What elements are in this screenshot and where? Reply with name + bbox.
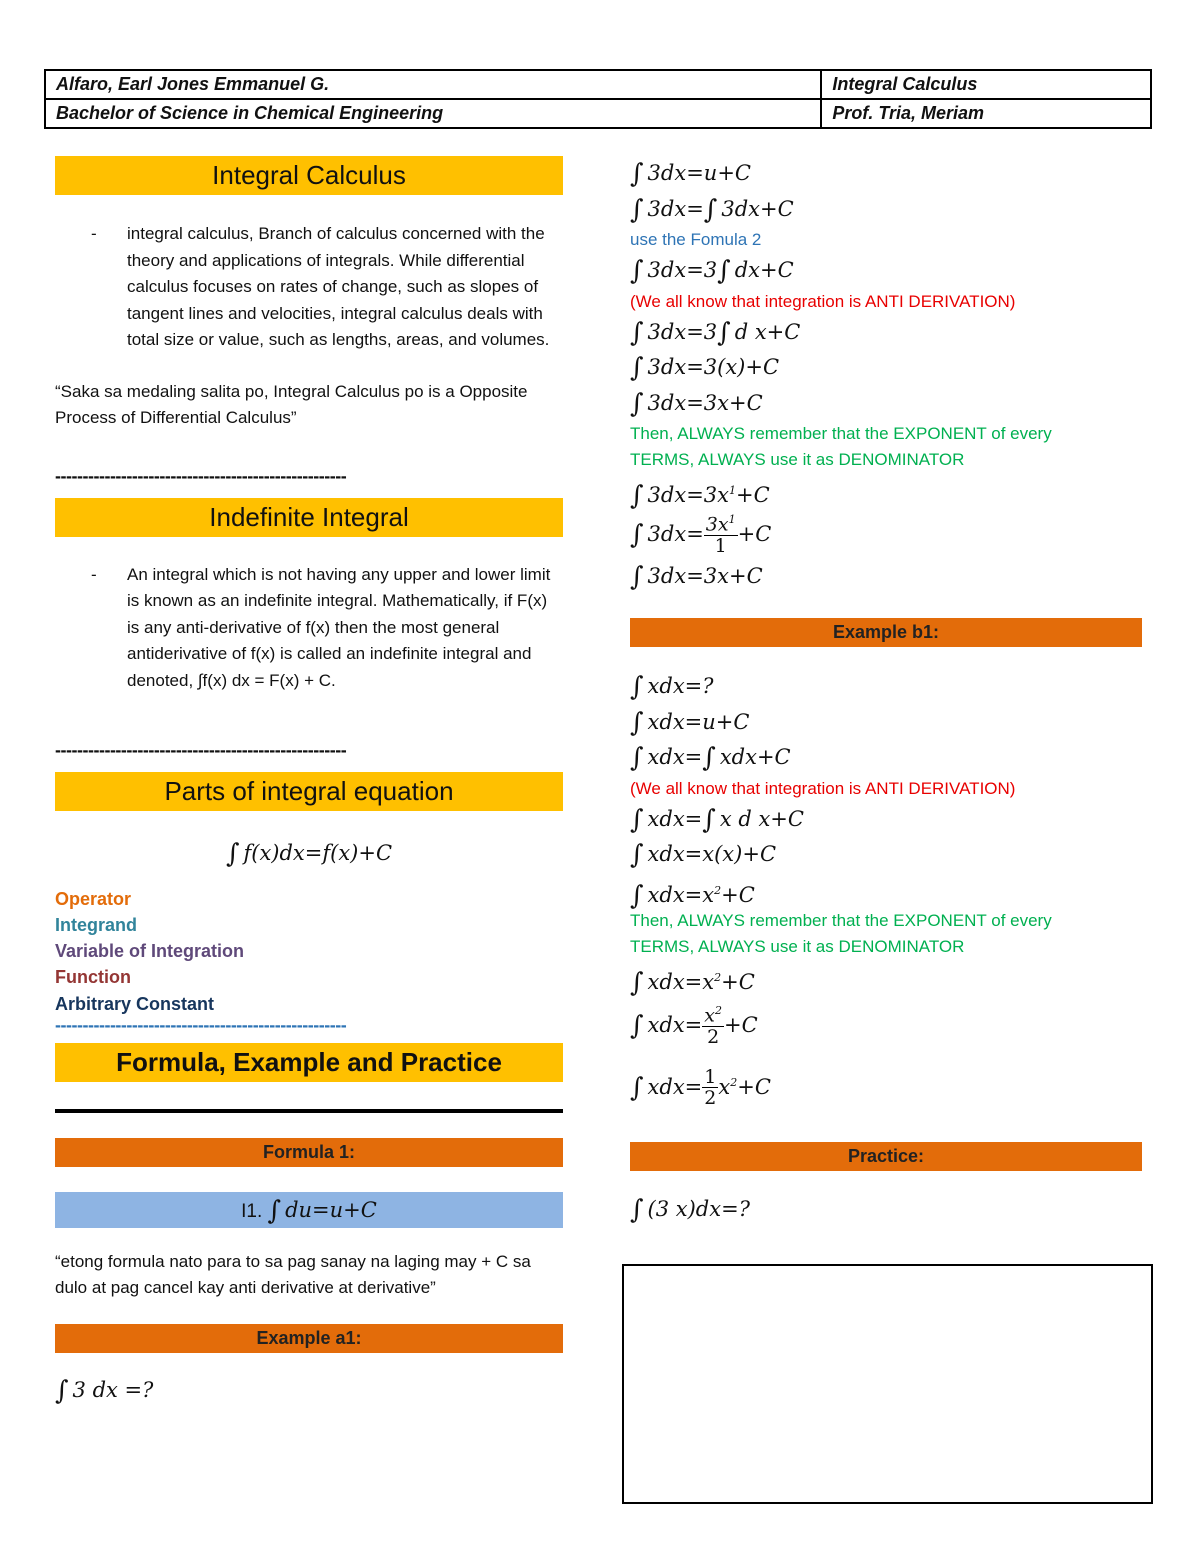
- formula-1-heading: Formula 1:: [55, 1138, 563, 1167]
- header-table: [44, 69, 1152, 129]
- solution-a-line-5: ∫ 3dx=3(x)+C: [630, 353, 780, 383]
- section-title-indefinite-integral: Indefinite Integral: [55, 498, 563, 537]
- solution-b-line-9: ∫ xdx= $\frac{1}{2}$ $x^2+C$: [630, 1066, 771, 1109]
- separator-line: -----------------------------------------------------: [55, 465, 347, 486]
- parts-legend: [55, 886, 563, 1017]
- example-b1-heading: Example b1:: [630, 618, 1142, 647]
- left-column: [55, 156, 563, 1408]
- solution-b-line-1: ∫ xdx=?: [630, 672, 714, 702]
- solution-b-line-6: ∫ $xdx=x^2+C$: [630, 880, 755, 911]
- professor-name: Prof. Tria, Meriam: [821, 99, 1151, 128]
- practice-answer-box: [622, 1264, 1153, 1504]
- bullet-dash: -: [91, 564, 97, 584]
- integral-calculus-definition: integral calculus, Branch of calculus concerned with the theory and applications of integrals. While differential calculus focuses on rates of change, such as slopes of tangent lines and velocities, integral calculus deals with total size or value, such as lengths, areas, and volumes.: [127, 224, 550, 349]
- integral-equation: ∫ f(x)dx=f(x)+C: [225, 839, 393, 869]
- legend-integrand: Integrand: [55, 914, 138, 935]
- exponent-note-b-line-2: TERMS, ALWAYS use it as DENOMINATOR: [630, 937, 965, 956]
- legend-operator: Operator: [55, 888, 132, 909]
- separator-line: -----------------------------------------------------: [55, 740, 347, 760]
- solution-a-line-1: ∫ 3dx=u+C: [630, 159, 751, 189]
- formula-1-box: [55, 1192, 563, 1228]
- solution-a-line-4: ∫ 3dx=3∫ d x+C: [630, 317, 801, 348]
- integral-sign-icon: ∫: [55, 1375, 69, 1406]
- exponent-note-line-1: Then, ALWAYS remember that the EXPONENT of every: [630, 424, 1052, 443]
- exponent-note-line-2: TERMS, ALWAYS use it as DENOMINATOR: [630, 450, 965, 469]
- solution-a-line-3: ∫ 3dx=3∫ dx+C: [630, 256, 794, 286]
- formula-1-label: I1.: [241, 1200, 263, 1222]
- practice-problem: ∫ (3 x)dx=?: [630, 1194, 750, 1225]
- solution-a-line-7: ∫ $3dx=3x^1+C$: [630, 481, 770, 511]
- solution-b-line-3: ∫ xdx=∫ xdx+C: [630, 743, 791, 773]
- solution-a-line-6: ∫ 3dx=3x+C: [630, 388, 763, 419]
- integral-sign-icon: ∫: [225, 839, 240, 869]
- solution-b-line-8: ∫ xdx= $\frac{x^2}{2}$ +C: [630, 1004, 758, 1048]
- practice-heading: Practice:: [630, 1142, 1142, 1171]
- example-a1-heading: Example a1:: [55, 1324, 563, 1353]
- subject-name: Integral Calculus: [821, 70, 1151, 99]
- integral-sign-icon: ∫: [267, 1195, 282, 1226]
- exponent-note-b-line-1: Then, ALWAYS remember that the EXPONENT of every: [630, 911, 1052, 930]
- example-a1-problem: ∫ 3 dx =?: [55, 1375, 154, 1406]
- section-title-formula-example-practice: Formula, Example and Practice: [55, 1043, 563, 1082]
- solution-b-line-7: ∫ $xdx=x^2+C$: [630, 968, 755, 998]
- indefinite-integral-definition: An integral which is not having any upper and lower limit is known as an indefinite integral. Mathematically, if F(x) is any anti-derivative of f(x) then the most general antiderivative of f(x) is called an indefinite integral and denoted, ∫f(x) dx = F(x) + C.: [127, 564, 551, 690]
- formula-1-expression: ∫ du=u+C: [267, 1195, 377, 1226]
- definition-bullet: [55, 221, 563, 354]
- indefinite-bullet: [55, 562, 563, 695]
- divider: [55, 1109, 563, 1113]
- anti-derivation-note-b: (We all know that integration is ANTI DERIVATION): [630, 778, 1016, 798]
- legend-variable-of-integration: Variable of Integration: [55, 941, 245, 962]
- bullet-dash: -: [91, 224, 97, 243]
- solution-b-line-4: ∫ xdx=∫ x d x+C: [630, 804, 804, 835]
- integral-calculus-quote: “Saka sa medaling salita po, Integral Calculus po is a Opposite Process of Differential Calculus”: [55, 381, 528, 427]
- solution-a-line-9: ∫ 3dx=3x+C: [630, 561, 763, 592]
- formula-1-quote: “etong formula nato para to sa pag sanay na laging may + C sa dulo at pag cancel kay anti derivative at derivative”: [55, 1251, 531, 1298]
- solution-b-line-2: ∫ xdx=u+C: [630, 707, 750, 738]
- legend-function: Function: [55, 967, 131, 988]
- formula-2-note: use the Fomula 2: [630, 230, 762, 249]
- section-title-parts-of-integral: Parts of integral equation: [55, 772, 563, 811]
- right-column: [630, 156, 1142, 1227]
- separator-line: -----------------------------------------------------: [55, 1014, 347, 1035]
- degree-program: Bachelor of Science in Chemical Engineering: [45, 99, 821, 128]
- solution-a-line-8: ∫ 3dx= $\frac{3x^1}{1}$ +C: [630, 513, 772, 557]
- section-title-integral-calculus: Integral Calculus: [55, 156, 563, 195]
- solution-b-line-5: ∫ xdx=x(x)+C: [630, 840, 777, 870]
- legend-arbitrary-constant: Arbitrary Constant: [55, 993, 215, 1014]
- student-name: Alfaro, Earl Jones Emmanuel G.: [45, 70, 821, 99]
- anti-derivation-note: (We all know that integration is ANTI DERIVATION): [630, 291, 1016, 311]
- solution-a-line-2: ∫ 3dx=∫ 3dx+C: [630, 194, 794, 225]
